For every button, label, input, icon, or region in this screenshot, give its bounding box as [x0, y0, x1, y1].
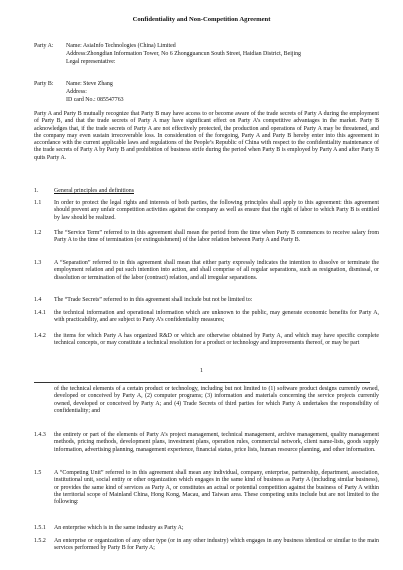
intro-paragraph: Party A and Party B mutually recognize that Party B may have access to or become aware of the trade secrets of Party A during the employment of Party B, and that the trade secrets of Party A may have significant effect on Party A’s competitive advantages in the market. Party B acknowledges that, if the trade secrets of Party A are not effectively protected, the production and operations of Party A may be threatened, and the company may even sustain irrecoverable loss. In consideration of the foregoing, Party A and Party B hereby enter into this agreement in accordance with the current applicable laws and regulations of the People’s Republic of China with respect to the confidentiality maintenance of the trade secrets of Party A by Party B and prohibition of business strife during the period when Party B is employed by Party A and after Party B quits Party A.: [34, 111, 379, 161]
section-number: 1.2: [34, 230, 42, 236]
party-b-label: Party B:: [34, 81, 54, 87]
party-b-block: [34, 80, 386, 104]
section-number: 1.1: [34, 200, 42, 206]
section-1-1: [34, 200, 379, 222]
section-number: 1.4.1: [34, 310, 46, 316]
document-title: Confidentiality and Non-Competition Agreement: [132, 16, 271, 23]
section-1-4-3: [34, 432, 379, 454]
section-text: The “Service Term” referred to in this agreement shall mean the period from the time when Party B commences to receive salary from Party A to the time of termination (or extinguishment) of the labor relation between Party A and Party B.: [54, 230, 379, 244]
party-a-address: Address:Zhongdian Information Tower, No 6 Zhongguancun South Street, Haidian District, Beijing: [66, 51, 301, 57]
section-1-4: [34, 297, 379, 304]
page-divider: [34, 382, 370, 383]
section-number: 1.4: [34, 297, 42, 303]
section-number: 1.5.1: [34, 525, 46, 531]
section-1-2: [34, 230, 379, 245]
section-1-5: [34, 470, 379, 506]
page-number: 1: [200, 368, 203, 374]
section-number: 1.5: [34, 470, 42, 476]
section-1: [34, 188, 379, 195]
party-b-id: ID card No.: 085547763: [66, 97, 124, 103]
section-number: 1.5.2: [34, 538, 46, 544]
section-1-3: [34, 260, 379, 282]
party-b-name: Name: Steve Zhang: [66, 81, 113, 87]
section-text: A “Separation” referred to in this agreement shall mean that either party expressly indicates the intention to dissolve or terminate the employment relation and put such intention into action, and shall comprise of all regular separations, such as resignation, dismissal, or dissolution or termination of the labor (contract) relation, and all irregular separations.: [54, 260, 379, 281]
party-a-block: [34, 42, 386, 66]
section-1-5-2: [34, 538, 379, 553]
party-a-rep: Legal representative:: [66, 59, 116, 65]
section-text: The “Trade Secrets” referred to in this agreement shall include but not be limited to:: [54, 297, 253, 303]
section-text: the entirety or part of the elements of Party A’s project management, technical management, archive management, quality management methods, pricing methods, development plans, investment plans, operation rules, commercial network, client name-lists, goods supply information, advertising planning, management experience, financial status, price lists, human resource planning, and other information.: [54, 432, 379, 453]
section-1-4-1: [34, 310, 379, 325]
section-text: In order to protect the legal rights and interests of both parties, the following principles shall apply to this agreement: this agreement should prevent any unfair competition activities against the company as well as ensure that the right of labor to which Party B is entitled by law should be realized.: [54, 200, 379, 221]
section-1-4-2: [34, 333, 379, 348]
section-text: An enterprise which is in the same industry as Party A;: [54, 525, 184, 531]
section-text: An enterprise or organization of any other type (or in any other industry) which engages in any business identical or similar to the main services performed by Party B for Party A;: [54, 538, 379, 552]
continuation-paragraph: of the technical elements of a certain product or technology, including but not limited to (1) software product designs currently owned, developed or conceived by Party A, (2) computer programs; (3) information and materials concerning the service projects currently owned, developed or conceived by Party A; and (4) Trade Secrets of third parties for which Party A undertakes the responsibility of confidentiality; and: [54, 386, 379, 414]
section-number: 1.: [34, 188, 39, 194]
section-number: 1.4.3: [34, 432, 46, 438]
section-text: the technical information and operational information which are unknown to the public, may generate economic benefits for Party A, with practicability, and are subject to Party A’s confidentiality measures;: [54, 310, 379, 324]
party-b-address: Address:: [66, 89, 87, 95]
section-number: 1.3: [34, 260, 42, 266]
party-a-label: Party A:: [34, 43, 54, 49]
section-heading: General principles and definitions: [54, 188, 134, 194]
section-number: 1.4.2: [34, 333, 46, 339]
section-text: the items for which Party A has organized R&D or which are otherwise obtained by Party A, and which may have specific complete technical concepts, or may constitute a technical resolution for a product or technology and improvements thereof, or may be part: [54, 333, 379, 347]
section-1-5-1: [34, 525, 379, 532]
section-text: A “Competing Unit” referred to in this agreement shall mean any individual, company, enterprise, partnership, department, association, institutional unit, social entity or other organization which engages in the same kind of business as Party A (including similar business), or provides the same kind of services as Party A, or constitutes an actual or potential competition against the business of Party A within the territorial scope of Mainland China, Hong Kong, Macau, and Taiwan area. These competing units include but are not limited to the following:: [54, 470, 379, 506]
party-a-name: Name: AsiaInfo Technologies (China) Limited: [66, 43, 176, 49]
